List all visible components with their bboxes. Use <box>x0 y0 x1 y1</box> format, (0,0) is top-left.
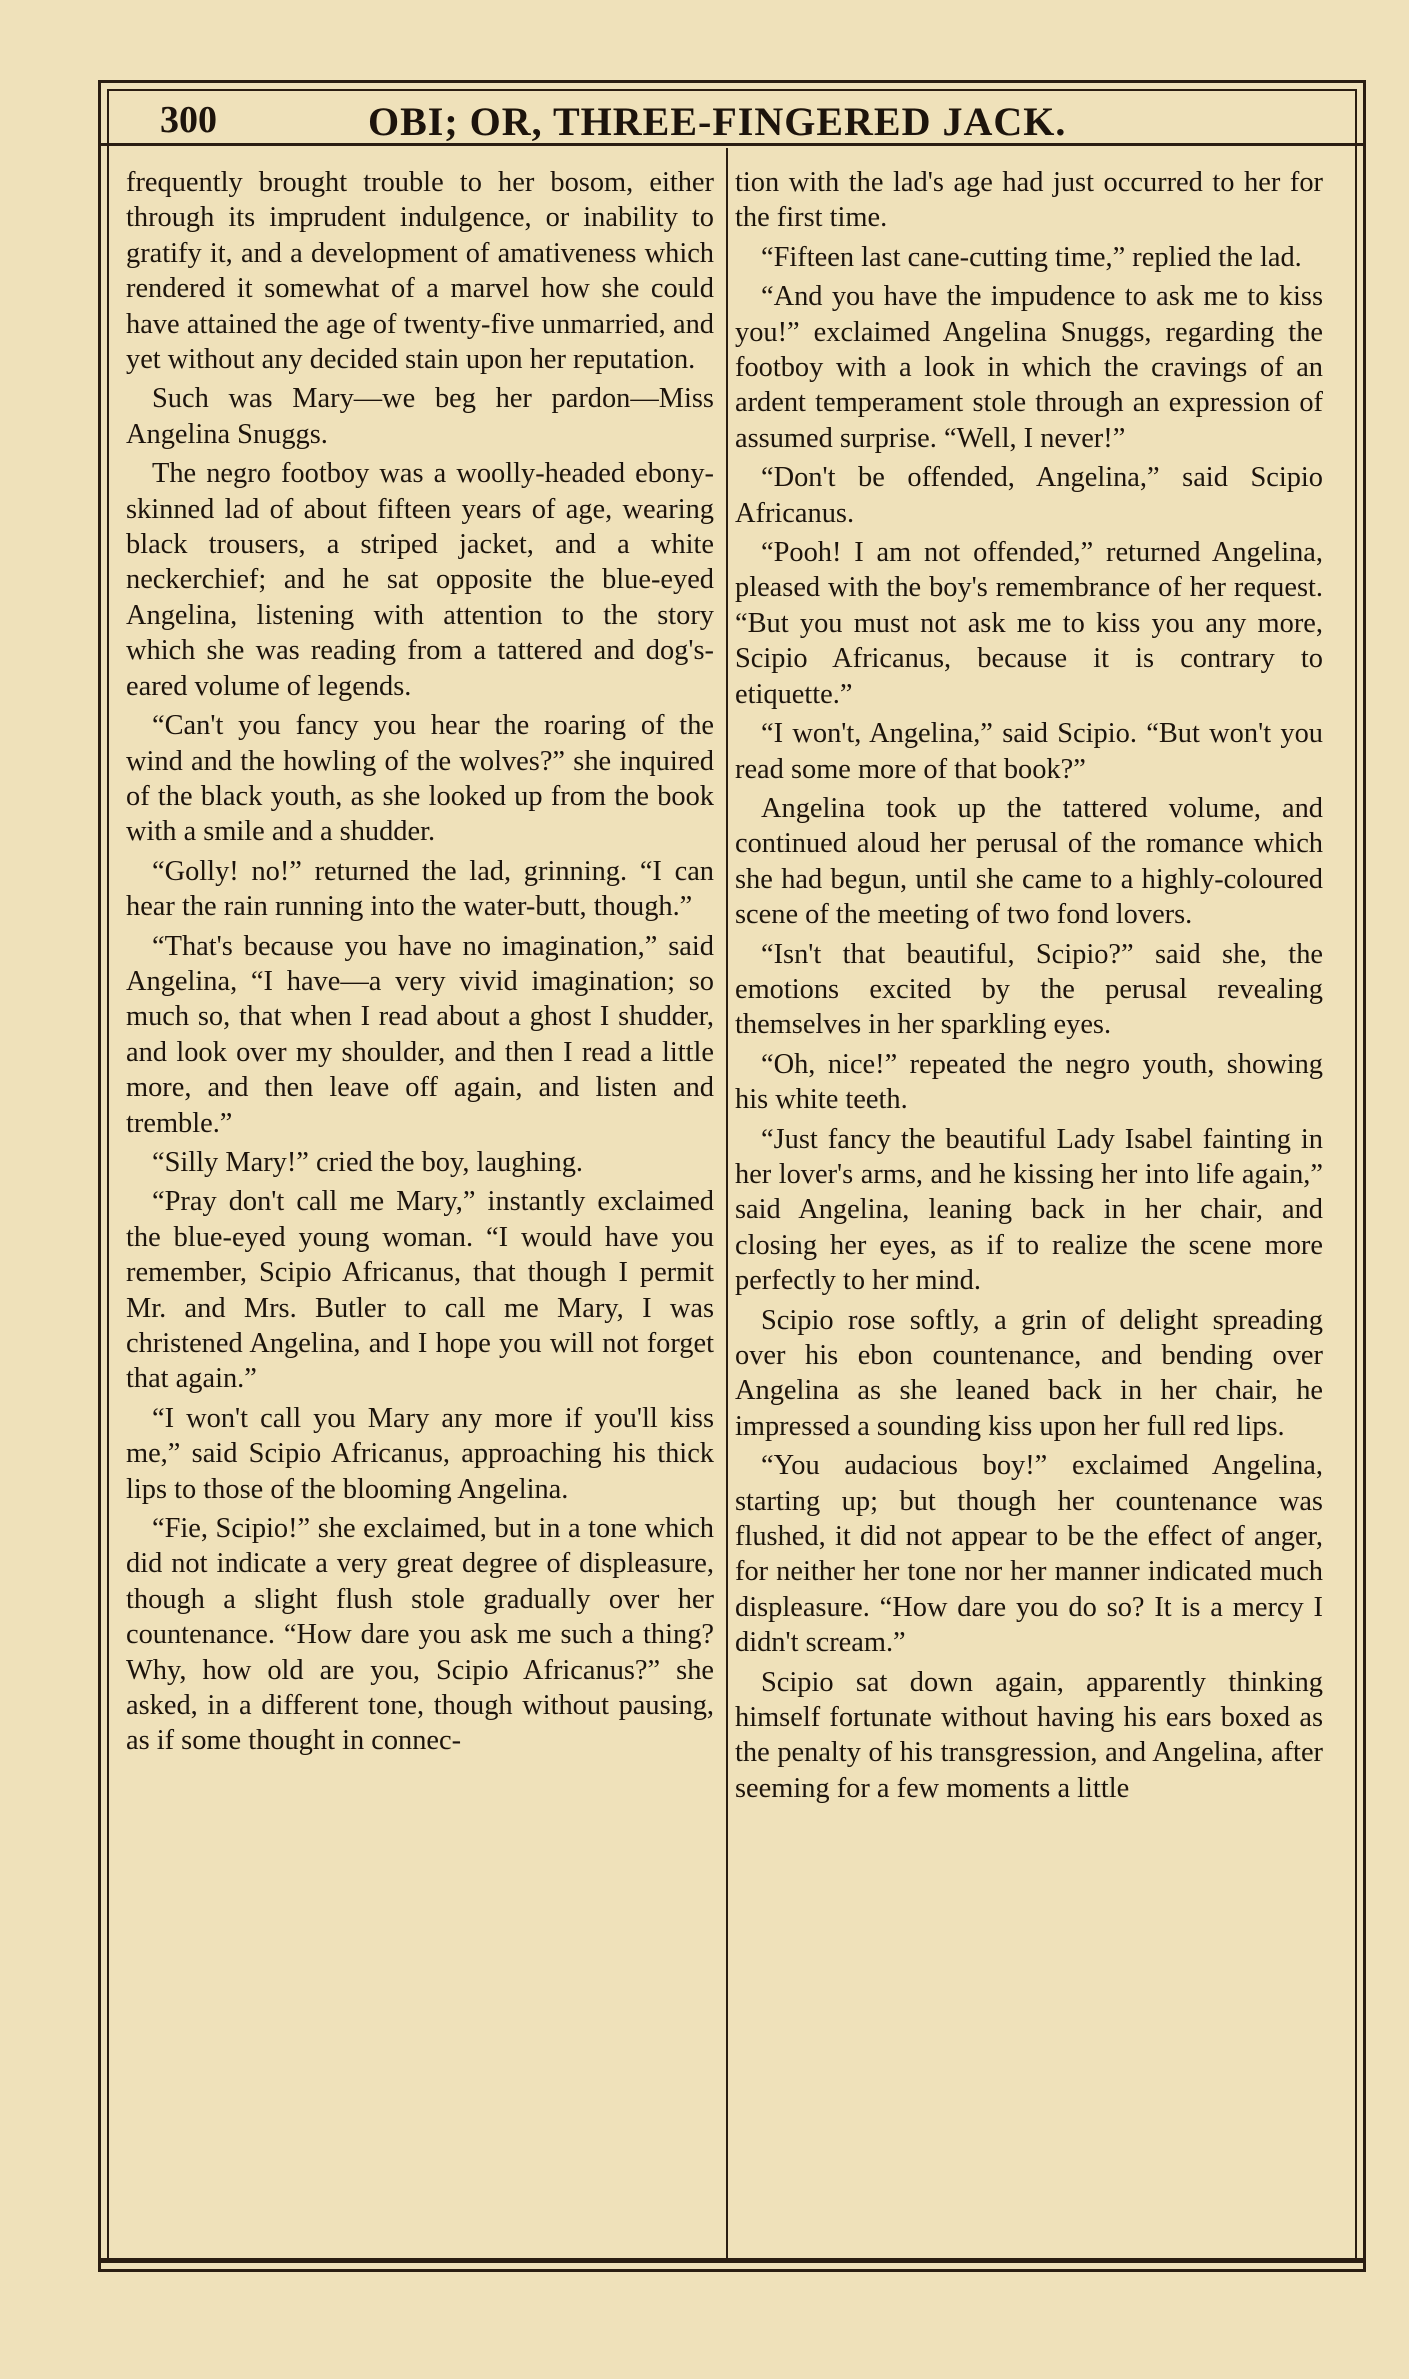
paragraph: “Silly Mary!” cried the boy, laughing. <box>152 1146 584 1178</box>
paragraph: “I won't, Angelina,” said Scipio. “But won't you read some more of that book?” <box>735 718 1323 785</box>
page-header <box>98 90 1366 146</box>
paragraph: “Fifteen last cane-cutting time,” replied the lad. <box>761 241 1302 273</box>
paragraph: “Just fancy the beautiful Lady Isabel fainting in her lover's arms, and he kissing her into life again,” said Angelina, leaning back in her chair, and closing her eyes, as if to realize the scene more perfectly to her mind. <box>735 1123 1323 1297</box>
paragraph: The negro footboy was a woolly-headed ebony-skinned lad of about fifteen years of age, wearing black trousers, a striped jacket, and a white neckerchief; and he sat opposite the blue-eyed Angelina, listening with attention to the story which she was reading from a tattered and dog's-eared volume of legends. <box>126 458 714 702</box>
paragraph: “Pray don't call me Mary,” instantly exclaimed the blue-eyed young woman. “I would have you remember, Scipio Africanus, that though I permit Mr. and Mrs. Butler to call me Mary, I was christened Angelina, and I hope you will not forget that again.” <box>126 1186 714 1395</box>
page-number: 300 <box>160 99 217 141</box>
paragraph: “You audacious boy!” exclaimed Angelina, starting up; but though her countenance was flushed, it did not appear to be the effect of anger, for neither her tone nor her manner indicated much displeasure. “How dare you do so? It is a mercy I didn't scream.” <box>735 1450 1323 1659</box>
paragraph: Scipio rose softly, a grin of delight spreading over his ebon countenance, and bending over Angelina as she leaned back in her chair, he impressed a sounding kiss upon her full red lips. <box>735 1304 1323 1442</box>
right-column <box>735 165 1323 1810</box>
paragraph: “I won't call you Mary any more if you'll kiss me,” said Scipio Africanus, approaching his thick lips to those of the blooming Angelina. <box>126 1402 714 1505</box>
paragraph: “Can't you fancy you hear the roaring of the wind and the howling of the wolves?” she inquired of the black youth, as she looked up from the book with a smile and a shudder. <box>126 710 714 848</box>
paragraph: Scipio sat down again, apparently thinking himself fortunate without having his ears boxed as the penalty of his transgression, and Angelina, after seeming for a few moments a little <box>735 1666 1323 1804</box>
paragraph: “Pooh! I am not offended,” returned Angelina, pleased with the boy's remembrance of her request. “But you must not ask me to kiss you any more, Scipio Africanus, because it is contrary to etiquette.” <box>735 537 1323 710</box>
paragraph: “Fie, Scipio!” she exclaimed, but in a tone which did not indicate a very great degree of displeasure, though a slight flush stole gradually over her countenance. “How dare you ask me such a thing? Why, how old are you, Scipio Africanus?” she asked, in a different tone, though without pausing, as if some thought in connec- <box>126 1513 714 1757</box>
running-title: OBI; OR, THREE-FINGERED JACK. <box>368 99 1067 144</box>
paragraph: frequently brought trouble to her bosom, either through its imprudent indulgence, or inability to gratify it, and a development of amativeness which rendered it somewhat of a marvel how she could have attained the age of twenty-five unmarried, and yet without any decided stain upon her reputation. <box>126 167 714 376</box>
paragraph: “Isn't that beautiful, Scipio?” said she, the emotions excited by the perusal revealing themselves in her sparkling eyes. <box>735 938 1323 1041</box>
paragraph: “Don't be offended, Angelina,” said Scipio Africanus. <box>735 462 1323 529</box>
paragraph: Such was Mary—we beg her pardon—Miss Angelina Snuggs. <box>126 383 714 450</box>
paragraph: “Oh, nice!” repeated the negro youth, showing his white teeth. <box>735 1048 1323 1116</box>
paragraph: Angelina took up the tattered volume, and continued aloud her perusal of the romance which she had begun, until she came to a highly-coloured scene of the meeting of two fond lovers. <box>735 792 1323 931</box>
bottom-rule <box>98 2258 1366 2263</box>
paragraph: “Golly! no!” returned the lad, grinning. “I can hear the rain running into the water-butt, though.” <box>126 855 714 923</box>
column-divider <box>726 148 728 2258</box>
paragraph: “That's because you have no imagination,” said Angelina, “I have—a very vivid imagination; so much so, that when I read about a ghost I shudder, and look over my shoulder, and then I read a little more, and then leave off again, and listen and tremble.” <box>126 930 714 1139</box>
paragraph: “And you have the impudence to ask me to kiss you!” exclaimed Angelina Snuggs, regarding the footboy with a look in which the cravings of an ardent temperament stole through an expression of assumed surprise. “Well, I never!” <box>735 281 1323 454</box>
paragraph: tion with the lad's age had just occurred to her for the first time. <box>735 167 1323 234</box>
left-column <box>126 165 714 1763</box>
